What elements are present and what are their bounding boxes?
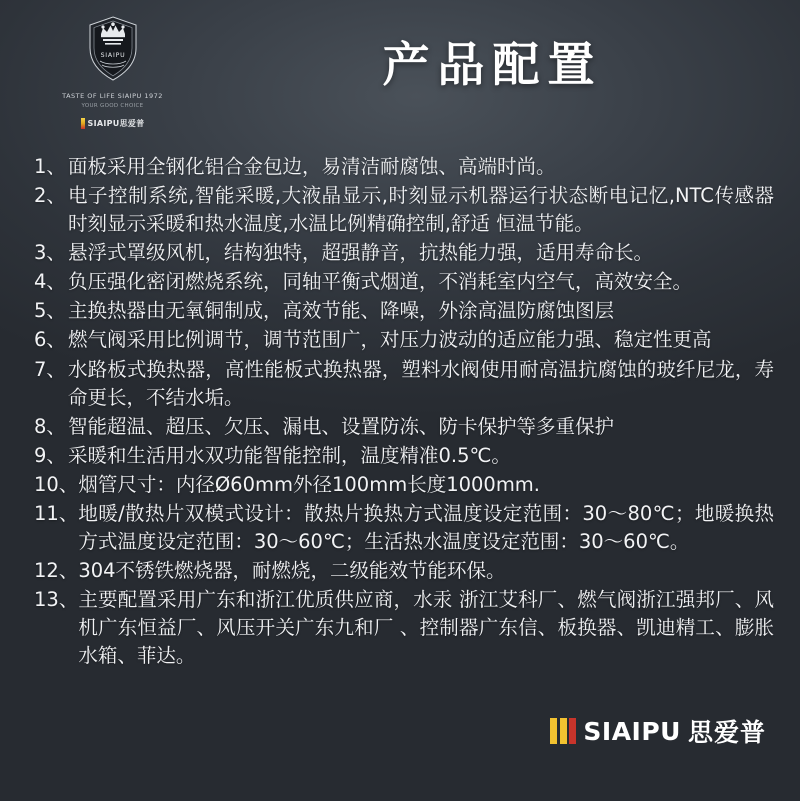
list-item (34, 557, 774, 585)
list-item-text: 面板采用全钢化铝合金包边，易清洁耐腐蚀、高端时尚。 (68, 155, 556, 178)
list-item (34, 442, 774, 470)
list-item-number: 11、 (34, 501, 79, 525)
list-item-number: 10、 (34, 472, 79, 496)
list-item-text: 主要配置采用广东和浙江优质供应商，水汞 浙江艾科厂、燃气阀浙江强邦厂、风机广东恒益厂、风压开关广东九和厂 、控制器广东信、板换器、凯迪精工、膨胀水箱、菲达。 (78, 588, 774, 668)
list-item-number: 4、 (34, 270, 66, 294)
footer-brand-cn: 思爱普 (687, 718, 766, 747)
list-item-text: 烟管尺寸：内径Ø60mm外径100mm长度1000mm. (78, 472, 541, 496)
list-item-number: 3、 (34, 241, 66, 265)
brand-stripe-3 (569, 718, 576, 744)
page-title: 产品配置 (382, 38, 603, 93)
list-item (34, 356, 774, 412)
list-item-number: 6、 (34, 328, 66, 352)
brand-mini-label: SIAIPU思爱普 (87, 119, 145, 128)
brand-stripes-icon (550, 718, 576, 744)
list-item-number: 8、 (34, 414, 66, 438)
list-item-text: 悬浮式罩级风机，结构独特，超强静音，抗热能力强，适用寿命长。 (68, 241, 654, 265)
list-item (34, 326, 774, 354)
svg-text:SIAIPU: SIAIPU (100, 52, 125, 59)
list-item (34, 239, 774, 267)
list-item-number: 7、 (34, 357, 66, 381)
page-title-wrap (225, 0, 800, 95)
list-item-number: 1、 (34, 155, 66, 178)
list-item-number: 12、 (34, 559, 79, 583)
brand-logo-block (0, 0, 225, 129)
content-area (0, 135, 800, 670)
list-item-number: 5、 (34, 299, 66, 323)
footer-brand (550, 713, 766, 749)
list-item-text: 采暖和生活用水双功能智能控制，温度精准0.5℃。 (68, 443, 511, 467)
list-item-text: 水路板式换热器，高性能板式换热器，塑料水阀使用耐高温抗腐蚀的玻纤尼龙，寿命更长，不结水垢。 (68, 357, 774, 409)
brand-mini-bar-icon (81, 118, 85, 129)
list-item (34, 182, 774, 238)
list-item (34, 297, 774, 325)
list-item-text: 智能超温、超压、欠压、漏电、设置防冻、防卡保护等多重保护 (68, 414, 615, 438)
brand-stripe-2 (560, 718, 567, 744)
list-item-number: 2、 (34, 184, 66, 208)
list-item (34, 500, 774, 556)
list-item-text: 负压强化密闭燃烧系统，同轴平衡式烟道，不消耗室内空气，高效安全。 (68, 270, 693, 294)
list-item-text: 地暖/散热片双模式设计：散热片换热方式温度设定范围：30～80℃；地暖换热方式温度设定范围：30～60℃；生活热水温度设定范围：30～60℃。 (78, 501, 774, 554)
list-item-text: 主换热器由无氧铜制成，高效节能、降噪，外涂高温防腐蚀图层 (68, 299, 615, 323)
footer-brand-en: SIAIPU (583, 716, 681, 746)
list-item-number: 13、 (34, 588, 79, 612)
list-item-text: 电子控制系统,智能采暖,大液晶显示,时刻显示机器运行状态断电记忆,NTC传感器时刻显示采暖和热水温度,水温比例精确控制,舒适 恒温节能。 (68, 184, 774, 236)
page-header (0, 0, 800, 135)
list-item-text: 燃气阀采用比例调节，调节范围广，对压力波动的适应能力强、稳定性更高 (68, 328, 712, 352)
crest-caption-line1: TASTE OF LIFE SIAIPU 1972 (62, 92, 163, 100)
crest-icon (74, 14, 152, 88)
brand-stripe-1 (550, 718, 557, 744)
list-item-text: 304不锈铁燃烧器，耐燃烧，二级能效节能环保。 (78, 559, 506, 583)
list-item (34, 586, 774, 670)
crest-caption-line2: YOUR GOOD CHOICE (81, 102, 144, 109)
brand-mini-logo (81, 118, 145, 129)
list-item (34, 268, 774, 296)
list-item-number: 9、 (34, 443, 66, 467)
list-item (34, 153, 774, 181)
crest-caption (62, 92, 163, 110)
list-item (34, 471, 774, 499)
list-item (34, 413, 774, 441)
spec-list (34, 153, 774, 670)
